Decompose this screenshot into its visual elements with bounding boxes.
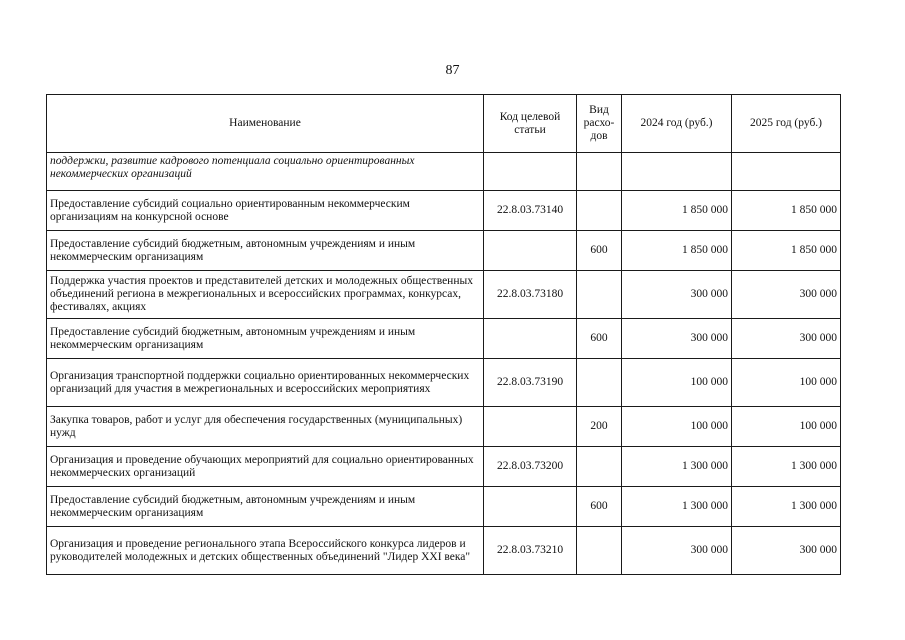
row-kind [577,359,622,407]
row-2025: 100 000 [732,407,841,447]
row-code: 22.8.03.73210 [484,527,577,575]
row-2024: 300 000 [622,319,732,359]
header-2025: 2025 год (руб.) [732,95,841,153]
table-row [47,359,841,407]
table-row [47,271,841,319]
row-name: Организация и проведение регионального этапа Всероссийского конкурса лидеров и руководителей молодежных и детских общественных объединений "Лидер XXI века" [47,527,484,575]
row-2025: 300 000 [732,271,841,319]
row-code: 22.8.03.73140 [484,191,577,231]
row-2025: 1 300 000 [732,487,841,527]
table-header-row [47,95,841,153]
row-name: Предоставление субсидий бюджетным, автономным учреждениям и иным некоммерческим организациям [47,319,484,359]
row-kind [577,271,622,319]
row-code: 22.8.03.73200 [484,447,577,487]
row-2024: 100 000 [622,407,732,447]
header-kind: Вид расхо-дов [577,95,622,153]
table-row [47,527,841,575]
row-2024: 300 000 [622,271,732,319]
table-row [47,191,841,231]
row-2025: 300 000 [732,527,841,575]
row-kind [577,191,622,231]
row-code [484,407,577,447]
row-2024: 1 300 000 [622,447,732,487]
row-2025: 1 850 000 [732,231,841,271]
row-name: Предоставление субсидий бюджетным, автономным учреждениям и иным некоммерческим организациям [47,487,484,527]
budget-table [46,94,841,575]
row-name: Поддержка участия проектов и представителей детских и молодежных общественных объединений региона в межрегиональных и всероссийских программах, конкурсах, фестивалях, акциях [47,271,484,319]
table-row [47,231,841,271]
row-code: 22.8.03.73190 [484,359,577,407]
row-code [484,319,577,359]
row-kind [577,527,622,575]
row-2024 [622,153,732,191]
row-kind: 200 [577,407,622,447]
table-row [47,153,841,191]
table-row [47,447,841,487]
row-code [484,153,577,191]
header-2024: 2024 год (руб.) [622,95,732,153]
row-name: Предоставление субсидий бюджетным, автономным учреждениям и иным некоммерческим организациям [47,231,484,271]
row-2025: 100 000 [732,359,841,407]
header-name: Наименование [47,95,484,153]
row-name: Организация транспортной поддержки социально ориентированных некоммерческих организаций для участия в межрегиональных и всероссийских мероприятиях [47,359,484,407]
table-row [47,487,841,527]
row-kind [577,153,622,191]
row-code [484,487,577,527]
row-2024: 300 000 [622,527,732,575]
table-row [47,407,841,447]
row-kind [577,447,622,487]
row-name: поддержки, развитие кадрового потенциала социально ориентированных некоммерческих организаций [47,153,484,191]
row-2024: 1 850 000 [622,231,732,271]
row-2024: 100 000 [622,359,732,407]
row-2024: 1 850 000 [622,191,732,231]
row-kind: 600 [577,319,622,359]
row-name: Закупка товаров, работ и услуг для обеспечения государственных (муниципальных) нужд [47,407,484,447]
row-2024: 1 300 000 [622,487,732,527]
row-name: Организация и проведение обучающих мероприятий для социально ориентированных некоммерческих организаций [47,447,484,487]
row-kind: 600 [577,487,622,527]
header-code: Код целевой статьи [484,95,577,153]
row-name: Предоставление субсидий социально ориентированным некоммерческим организациям на конкурсной основе [47,191,484,231]
row-2025: 1 850 000 [732,191,841,231]
page-number: 87 [445,63,460,78]
row-kind: 600 [577,231,622,271]
row-2025: 300 000 [732,319,841,359]
table-row [47,319,841,359]
row-code: 22.8.03.73180 [484,271,577,319]
row-code [484,231,577,271]
row-2025 [732,153,841,191]
row-2025: 1 300 000 [732,447,841,487]
